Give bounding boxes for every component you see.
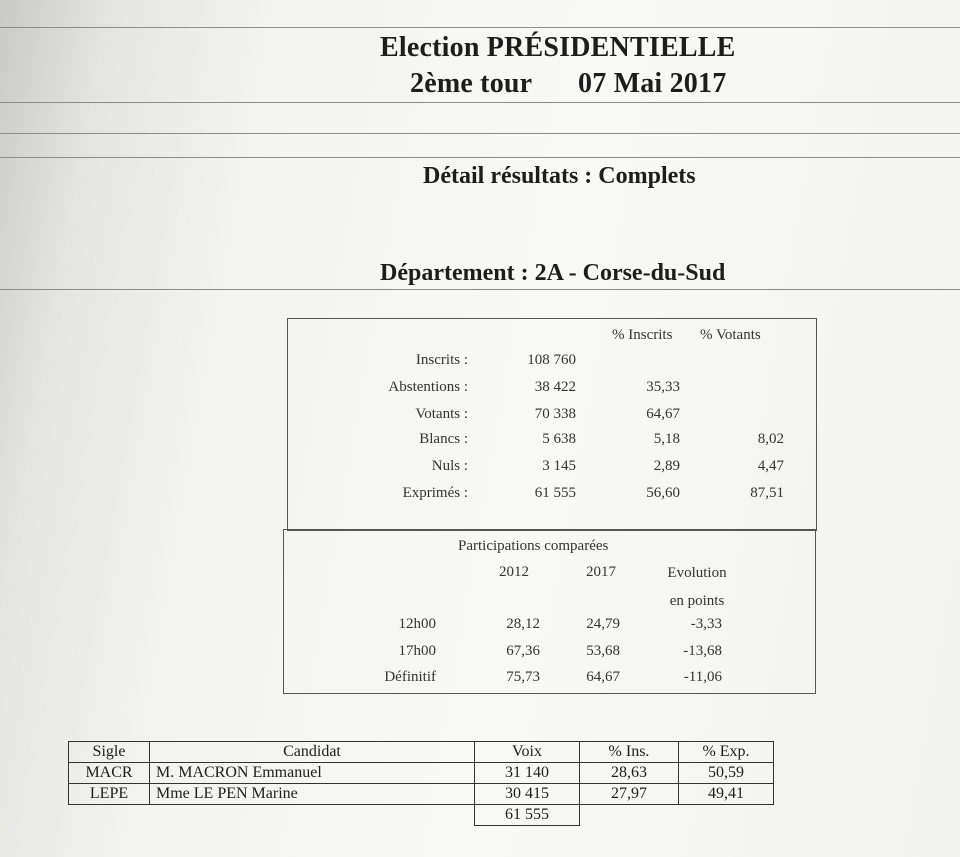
header-sigle: Sigle (69, 742, 150, 763)
participation-evolution: -3,33 (690, 616, 722, 632)
summary-pct-inscrits: 56,60 (646, 485, 680, 501)
rule-5 (0, 289, 960, 290)
summary-pct-inscrits: 2,89 (653, 458, 680, 474)
summary-pct-votants: 8,02 (757, 431, 784, 447)
summary-value: 3 145 (542, 458, 576, 474)
participation-2012: 28,12 (506, 616, 540, 632)
summary-label: Exprimés : (402, 485, 468, 501)
table-row (69, 784, 774, 805)
rule-2 (0, 102, 960, 103)
col-evolution: Evolution (667, 565, 727, 581)
empty-cell (150, 805, 475, 826)
empty-cell (69, 805, 150, 826)
participation-title: Participations comparées (458, 538, 609, 554)
header-pct-inscrits: % Inscrits (612, 327, 673, 343)
tour-label: 2ème tour (410, 68, 533, 99)
col-2017: 2017 (586, 564, 616, 580)
summary-value: 61 555 (534, 485, 576, 501)
header-voix: Voix (475, 742, 580, 763)
candidate-name: Mme LE PEN Marine (150, 784, 475, 805)
rule-top (0, 27, 960, 28)
header-pct-exp: % Exp. (679, 742, 774, 763)
candidate-sigle: MACR (69, 763, 150, 784)
summary-label: Abstentions : (388, 379, 468, 395)
empty-cell (679, 805, 774, 826)
candidate-pct-exp: 49,41 (679, 784, 774, 805)
participation-2017: 64,67 (586, 669, 620, 685)
candidate-sigle: LEPE (69, 784, 150, 805)
rule-4 (0, 157, 960, 158)
summary-label: Votants : (415, 406, 468, 422)
candidate-voix: 30 415 (475, 784, 580, 805)
summary-pct-inscrits: 64,67 (646, 406, 680, 422)
summary-pct-votants: 87,51 (750, 485, 784, 501)
participation-2012: 67,36 (506, 643, 540, 659)
header-pct-votants: % Votants (700, 327, 761, 343)
summary-value: 5 638 (542, 431, 576, 447)
summary-value: 70 338 (534, 406, 576, 422)
participation-evolution: -11,06 (683, 669, 722, 685)
col-2012: 2012 (499, 564, 529, 580)
candidates-header-row (69, 742, 774, 763)
total-row (69, 805, 774, 826)
header-candidat: Candidat (150, 742, 475, 763)
summary-pct-inscrits: 35,33 (646, 379, 680, 395)
summary-label: Nuls : (431, 458, 468, 474)
col-evolution-unit: en points (669, 593, 725, 609)
candidate-voix: 31 140 (475, 763, 580, 784)
summary-label: Blancs : (419, 431, 468, 447)
candidate-name: M. MACRON Emmanuel (150, 763, 475, 784)
detail-results: Détail résultats : Complets (423, 163, 696, 189)
page-title: Election PRÉSIDENTIELLE (380, 32, 736, 63)
candidate-pct-exp: 50,59 (679, 763, 774, 784)
participation-label: 12h00 (398, 616, 436, 632)
summary-label: Inscrits : (415, 352, 468, 368)
candidate-pct-ins: 28,63 (580, 763, 679, 784)
summary-panel (287, 318, 817, 531)
rule-3 (0, 133, 960, 134)
empty-cell (580, 805, 679, 826)
summary-pct-votants: 4,47 (757, 458, 784, 474)
departement-title: Département : 2A - Corse-du-Sud (380, 260, 726, 286)
summary-pct-inscrits: 5,18 (653, 431, 680, 447)
table-row (69, 763, 774, 784)
participation-panel (283, 529, 816, 694)
participation-2017: 24,79 (586, 616, 620, 632)
participation-2017: 53,68 (586, 643, 620, 659)
header-pct-ins: % Ins. (580, 742, 679, 763)
candidate-pct-ins: 27,97 (580, 784, 679, 805)
total-voix: 61 555 (475, 805, 580, 826)
participation-label: 17h00 (398, 643, 436, 659)
participation-2012: 75,73 (506, 669, 540, 685)
candidates-table (68, 741, 774, 826)
participation-evolution: -13,68 (683, 643, 722, 659)
participation-label: Définitif (384, 669, 436, 685)
election-date: 07 Mai 2017 (578, 68, 727, 99)
summary-value: 38 422 (534, 379, 576, 395)
summary-value: 108 760 (527, 352, 576, 368)
